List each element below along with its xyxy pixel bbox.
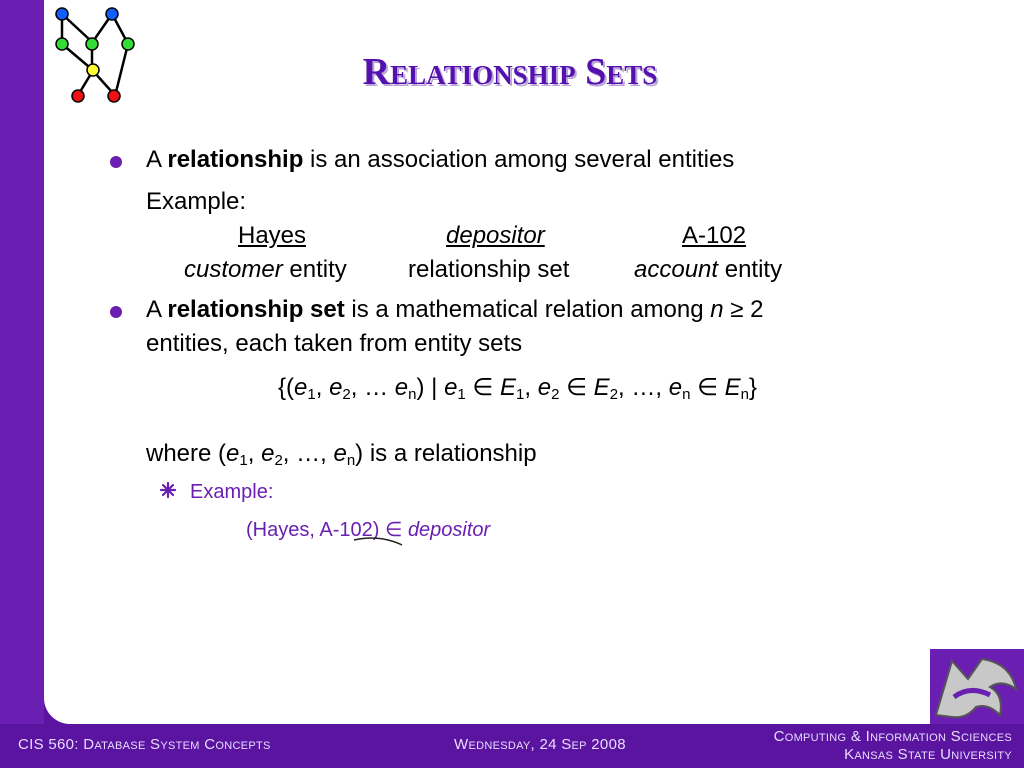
- wildcat-logo-icon: [930, 649, 1024, 724]
- definition-text: is a mathematical relation among: [344, 296, 711, 323]
- w-sub: 2: [274, 452, 283, 469]
- f-sub: n: [408, 386, 417, 403]
- f-sub: 1: [457, 386, 466, 403]
- italic-account: account: [634, 256, 719, 283]
- label-account-entity: [634, 256, 782, 284]
- f-bar: |: [424, 374, 445, 401]
- w-sub: n: [346, 452, 356, 469]
- f-sub: n: [740, 386, 750, 403]
- italic-n: n: [710, 296, 724, 323]
- text-a: A: [146, 296, 168, 323]
- example-label: Example:: [146, 188, 247, 215]
- label-customer-entity: [184, 256, 347, 284]
- slide-title: Relationship Sets: [362, 51, 658, 93]
- kstate-logo: [930, 649, 1024, 724]
- footer-course: CIS 560: Database System Concepts: [18, 736, 271, 753]
- bullet-relationship: [146, 146, 734, 174]
- w-pre: where (: [146, 440, 227, 467]
- f-E: E: [500, 374, 517, 401]
- f-in: ∈: [465, 374, 501, 401]
- f-sub: 2: [609, 386, 619, 403]
- w-comma: ,: [247, 440, 262, 467]
- text-entity: entity: [282, 256, 347, 283]
- f-e: e: [329, 374, 343, 401]
- element-of-symbol: ∈: [379, 519, 408, 541]
- hayes-a102-text: (Hayes, A-102): [246, 519, 380, 541]
- w-sub: 1: [239, 452, 248, 469]
- term-relationship-set: relationship set: [167, 296, 345, 323]
- asterisk-bullet-icon: [160, 482, 176, 498]
- f-in: ∈: [559, 374, 594, 401]
- w-post: ) is a relationship: [355, 440, 537, 467]
- label-relationship-set: relationship set: [408, 256, 570, 283]
- slide-panel: [44, 0, 1024, 724]
- set-formula: [278, 374, 757, 402]
- footer-department: Computing & Information Sciences: [773, 728, 1012, 745]
- bullet-relationship-set-line2: entities, each taken from entity sets: [146, 330, 523, 357]
- bullet-dot: [110, 306, 122, 318]
- f-e: e: [668, 374, 683, 401]
- f-e: e: [294, 374, 308, 401]
- f-sub: 1: [307, 386, 316, 403]
- f-e: e: [537, 374, 552, 401]
- f-E: E: [724, 374, 741, 401]
- sub-example-label: Example:: [190, 481, 274, 503]
- w-e: e: [261, 440, 275, 467]
- text-ge-2: ≥ 2: [723, 296, 764, 323]
- example-hayes: Hayes: [238, 222, 307, 249]
- example-a102: A-102: [682, 222, 747, 249]
- w-e: e: [333, 440, 347, 467]
- f-open: {(: [278, 374, 295, 401]
- w-e: e: [226, 440, 240, 467]
- f-e: e: [394, 374, 409, 401]
- left-frame-bar: [0, 0, 44, 768]
- footer-date: Wednesday, 24 Sep 2008: [454, 736, 626, 753]
- f-sub: 2: [551, 386, 560, 403]
- bullet-relationship-set: [146, 296, 763, 324]
- f-sub: 1: [516, 386, 525, 403]
- f-in: ∈: [690, 374, 725, 401]
- f-sub: 2: [342, 386, 351, 403]
- text-a: A: [146, 146, 168, 173]
- w-dots: , …,: [282, 440, 334, 467]
- italic-customer: customer: [184, 256, 283, 283]
- graph-logo-icon: [48, 4, 138, 104]
- f-close: }: [749, 374, 758, 401]
- f-dots: , …: [350, 374, 395, 401]
- f-sub: n: [682, 386, 691, 403]
- f-E: E: [593, 374, 610, 401]
- where-line: [146, 440, 537, 468]
- f-comma: ,: [524, 374, 538, 401]
- definition-text: is an association among several entities: [303, 146, 735, 173]
- f-dots: , …,: [618, 374, 669, 401]
- italic-depositor: depositor: [407, 519, 491, 541]
- f-comma: ,: [315, 374, 330, 401]
- term-relationship: relationship: [167, 146, 304, 173]
- f-e: e: [444, 374, 458, 401]
- bullet-dot: [110, 156, 122, 168]
- f-close-paren: ): [416, 374, 425, 401]
- pen-underline-mark: [352, 534, 404, 548]
- text-entity: entity: [718, 256, 783, 283]
- example-depositor: depositor: [446, 222, 545, 249]
- footer-university: Kansas State University: [844, 746, 1012, 763]
